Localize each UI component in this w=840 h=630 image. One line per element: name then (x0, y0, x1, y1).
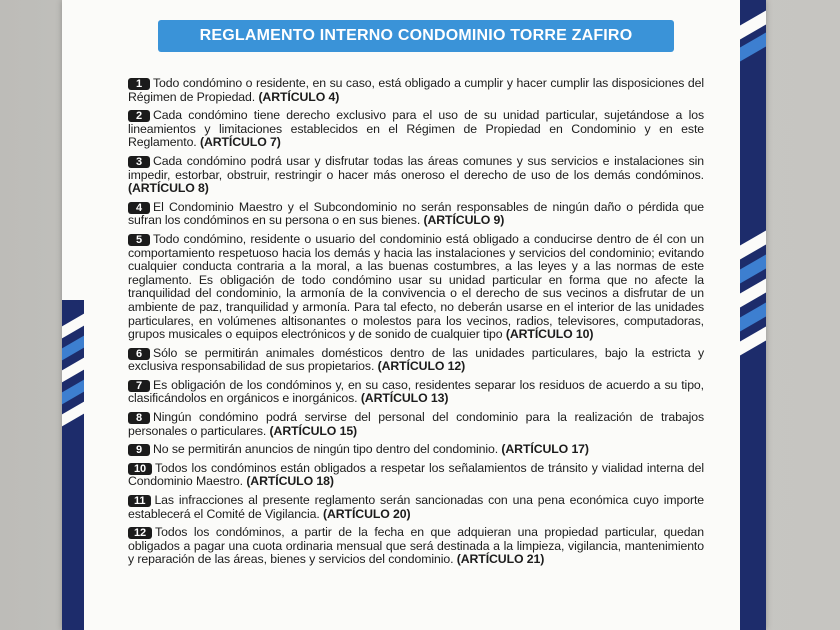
rule-number-badge: 10 (128, 463, 152, 475)
rule-article-reference: (ARTÍCULO 4) (258, 89, 340, 104)
rule-article-reference: (ARTÍCULO 15) (269, 423, 358, 438)
rule-text: El Condominio Maestro y el Subcondominio no serán responsables de ningún daño o pérdida que sufran los condóminos en su persona o en sus bienes. (128, 199, 704, 228)
rule-item (128, 462, 704, 489)
rule-article-reference: (ARTÍCULO 10) (505, 327, 594, 342)
rule-item (128, 526, 704, 567)
rule-number-badge: 5 (128, 234, 150, 246)
regulation-sign (62, 0, 766, 630)
rule-item (128, 201, 704, 228)
rule-item (128, 155, 704, 196)
decorative-stripe-left (62, 300, 84, 630)
rule-article-reference: (ARTÍCULO 13) (360, 391, 449, 406)
rule-item (128, 443, 704, 457)
rule-article-reference: (ARTÍCULO 7) (199, 135, 281, 150)
rule-item (128, 494, 704, 521)
rule-text: Sólo se permitirán animales domésticos dentro de las unidades particulares, bajo la estricta y exclusiva responsabilidad de sus propietarios. (128, 345, 704, 374)
rule-item (128, 347, 704, 374)
rule-text: Cada condómino tiene derecho exclusivo para el uso de su unidad particular, sujetándose a los lineamientos y limitaciones establecidos en el Régimen de Propiedad en Condominio y en este Reglamento. (128, 108, 704, 150)
rule-article-reference: (ARTÍCULO 9) (423, 213, 505, 228)
rule-text: Todos los condóminos están obligados a respetar los señalamientos de tránsito y vialidad interna del Condominio Maestro. (128, 460, 704, 489)
rule-item (128, 233, 704, 342)
rule-article-reference: (ARTÍCULO 21) (456, 552, 545, 567)
rule-item (128, 77, 704, 104)
rule-text: Todos los condóminos, a partir de la fecha en que adquieran una propiedad particular, quedan obligados a pagar una cuota ordinaria mensual que será destinada a la limpieza, vigilancia, mantenimiento y reparación de las áreas, bienes y servicios del condominio. (128, 525, 704, 567)
rule-text: Ningún condómino podrá servirse del personal del condominio para la realización de trabajos personales o particulares. (128, 410, 704, 438)
rule-number-badge: 1 (128, 78, 150, 90)
rule-text: Todo condómino o residente, en su caso, está obligado a cumplir y hacer cumplir las disposiciones del Régimen de Propiedad. (128, 76, 704, 104)
sign-title: REGLAMENTO INTERNO CONDOMINIO TORRE ZAFIRO (199, 27, 633, 44)
decorative-stripe-right (740, 0, 766, 630)
rule-text: Cada condómino podrá usar y disfrutar todas las áreas comunes y sus servicios e instalaciones sin impedir, estorbar, obstruir, restringir o hacer más oneroso el derecho de uso de los demás condóminos. (128, 153, 704, 182)
sign-title-bar (158, 20, 674, 52)
rule-item (128, 379, 704, 406)
rule-article-reference: (ARTÍCULO 20) (323, 506, 411, 521)
rule-article-reference: (ARTÍCULO 18) (246, 474, 334, 489)
rule-text: Es obligación de los condóminos y, en su caso, residentes separar los residuos de acuerdo a su tipo, clasificándolos en orgánicos e inorgánicos. (128, 377, 704, 406)
rule-number-badge: 2 (128, 110, 150, 122)
rule-text: No se permitirán anuncios de ningún tipo dentro del condominio. (153, 442, 499, 457)
rule-item (128, 109, 704, 150)
rule-number-badge: 12 (128, 527, 152, 539)
rule-text: Todo condómino, residente o usuario del condominio está obligado a conducirse dentro de él con un comportamiento respetuoso hacia los demás y hacia las instalaciones y servicios del condominio; evitando cualquier conducta contraria a la moral, a las buenas costumbres, a las leyes y a las normas de este reglamento. Es obligación de todo condómino usar su unidad particular en forma que no afecte la tranquilidad del condominio, la armonía de la convivencia o el derecho de sus vecinos a disfrutar de un ambiente de paz, tranquilidad y armonía. Para tal efecto, no deberán usarse en el interior de las unidades particulares, en volúmenes altisonantes o molestos para los vecinos, radios, televisores, computadoras, grupos musicales o equipos electrónicos y de sonido de cualquier tipo (128, 231, 704, 342)
rule-number-badge: 11 (128, 495, 151, 507)
rule-number-badge: 9 (128, 444, 150, 456)
rule-article-reference: (ARTÍCULO 17) (501, 442, 589, 457)
rule-number-badge: 6 (128, 348, 150, 360)
rule-number-badge: 8 (128, 412, 150, 424)
rule-article-reference: (ARTÍCULO 8) (128, 181, 209, 196)
rule-text: Las infracciones al presente reglamento serán sancionadas con una pena económica cuyo importe establecerá el Comité de Vigilancia. (128, 493, 704, 521)
rules-list (128, 77, 704, 572)
rule-number-badge: 4 (128, 202, 150, 214)
rule-item (128, 411, 704, 438)
rule-article-reference: (ARTÍCULO 12) (377, 359, 466, 374)
rule-number-badge: 7 (128, 380, 150, 392)
rule-number-badge: 3 (128, 156, 150, 168)
